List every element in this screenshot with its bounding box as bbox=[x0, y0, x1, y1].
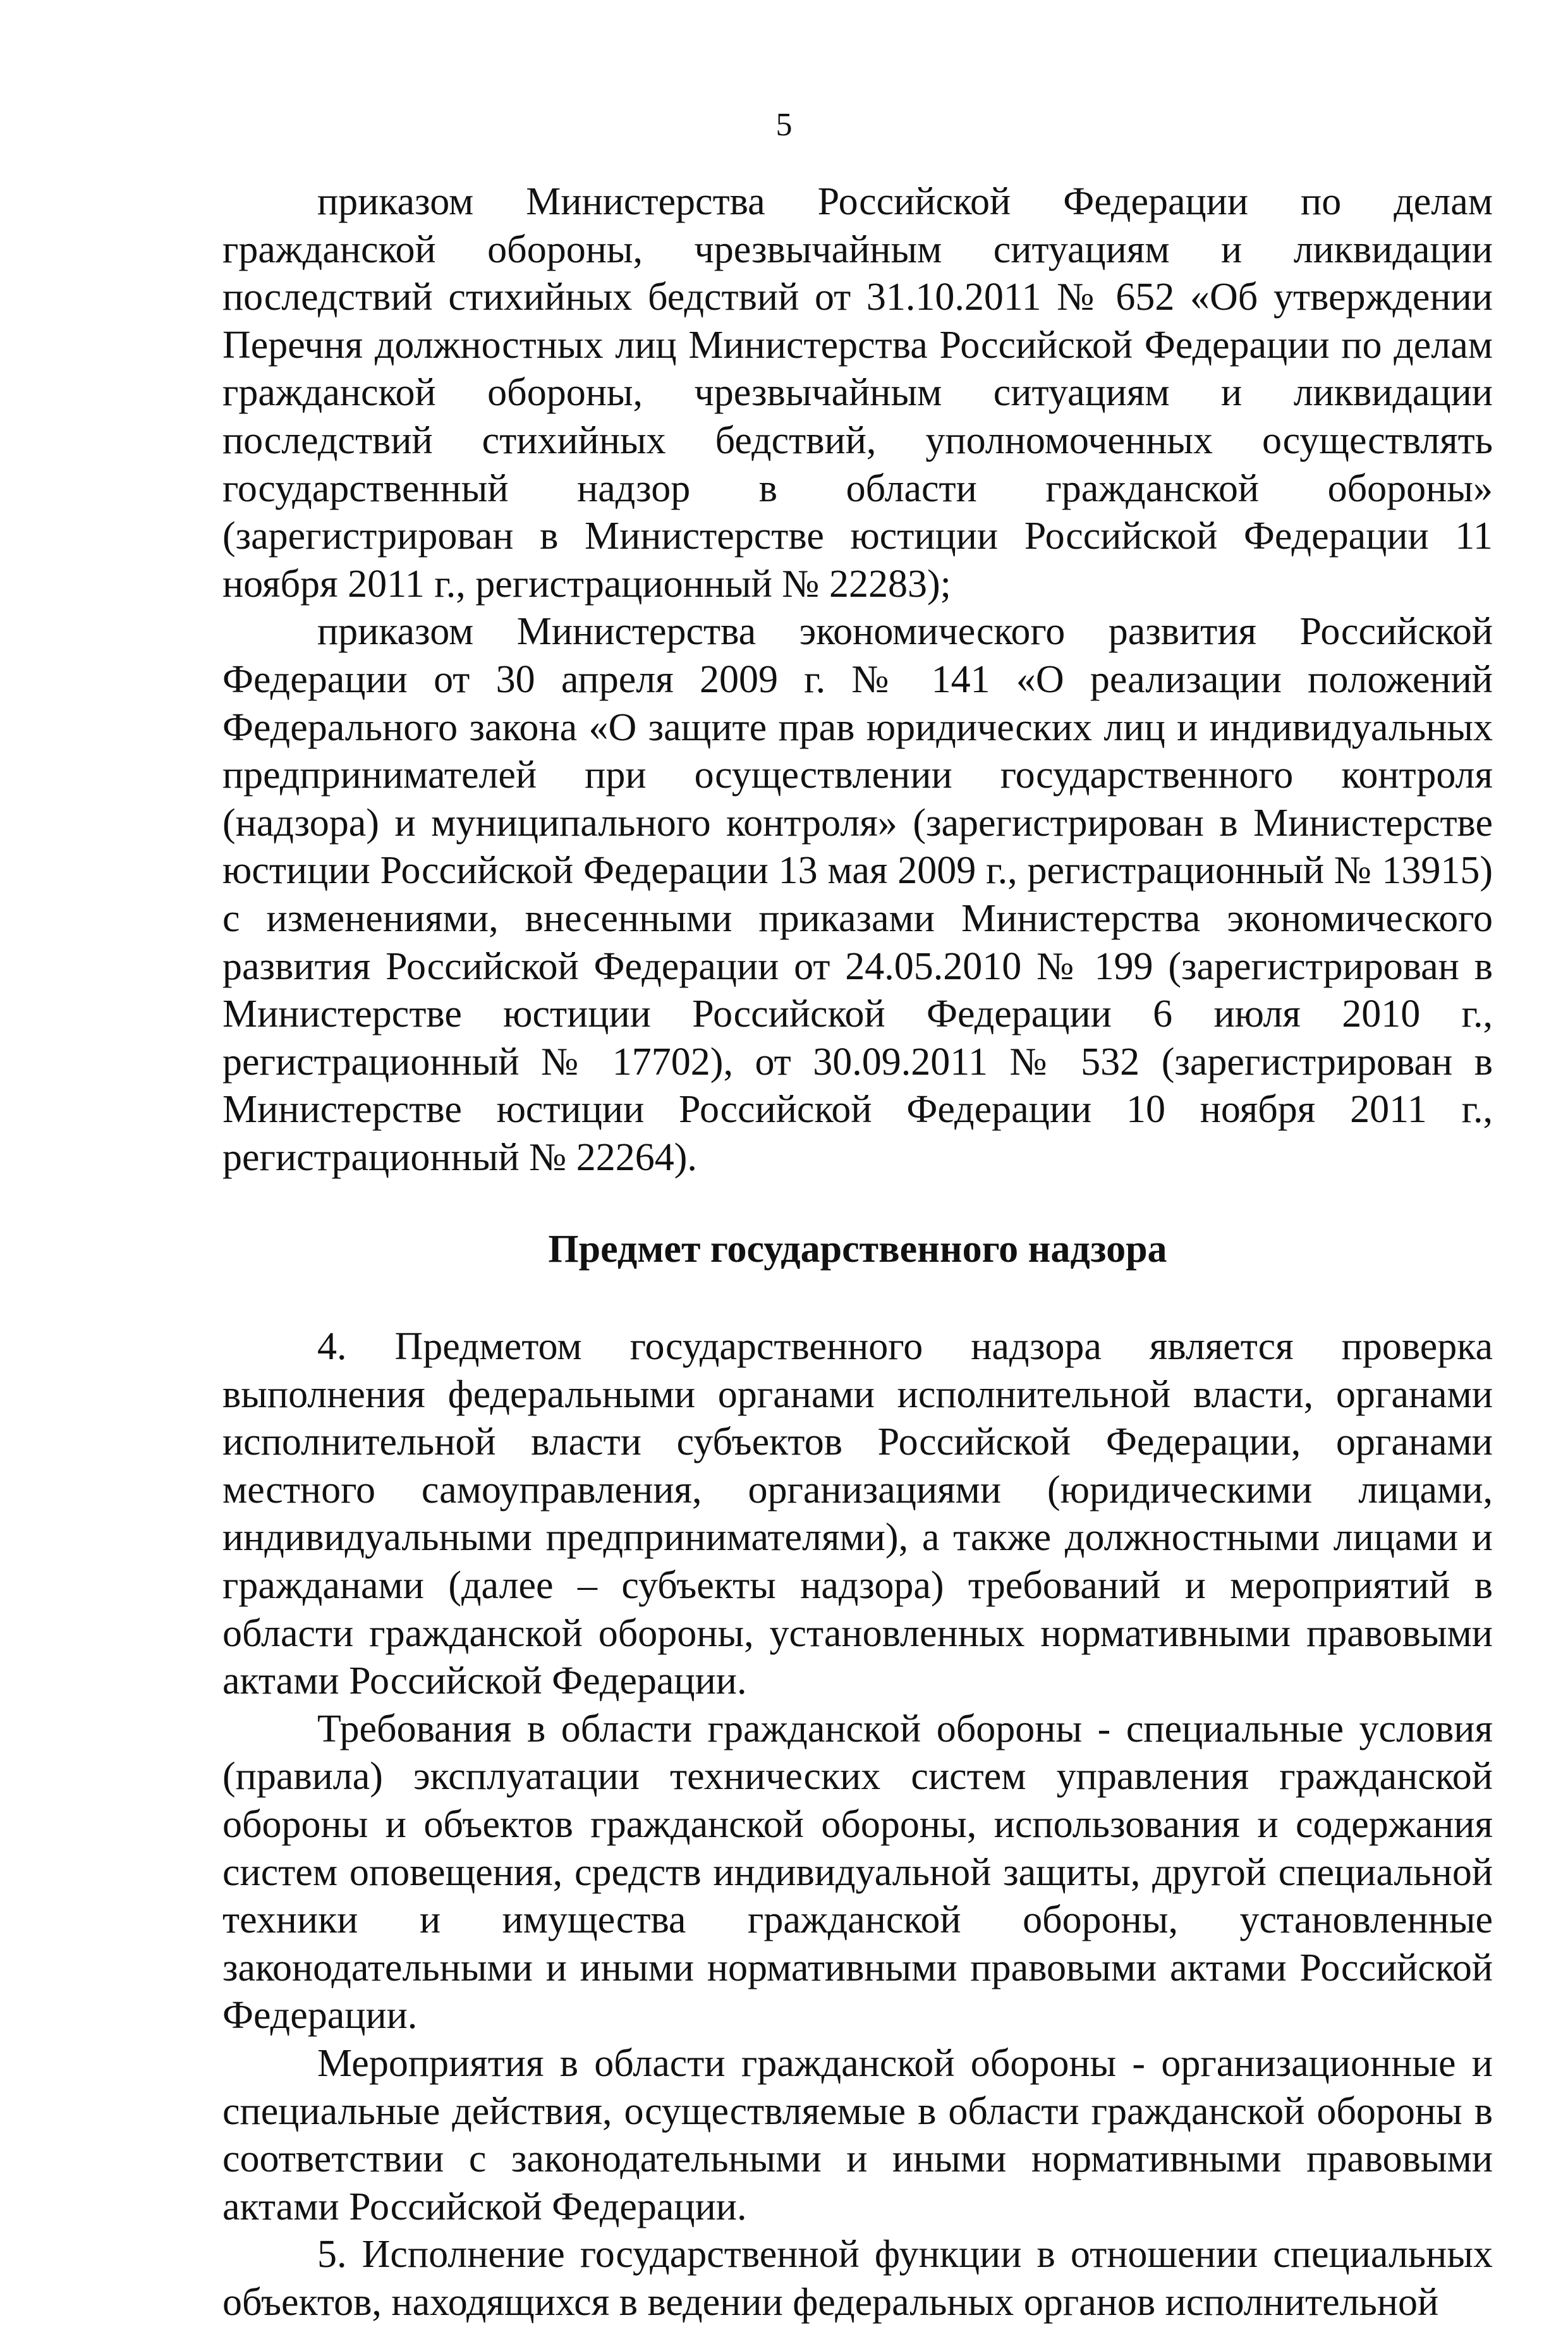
paragraph-order-mchs-652: приказом Министерства Российской Федерации по делам гражданской обороны, чрезвычайным ситуациям и ликвидации последствий стихийных бедствий от 31.10.2011 № 652 «Об утверждении Перечня должностных лиц Министерства Российской Федерации по делам гражданской обороны, чрезвычайным ситуациям и ликвидации последствий стихийных бедствий, уполномоченных осуществлять государственный надзор в области гражданской обороны» (зарегистрирован в Министерстве юстиции Российской Федерации 11 ноября 2011 г., регистрационный № 22283); bbox=[222, 180, 1493, 606]
paragraph-measures-definition: Мероприятия в области гражданской обороны - организационные и специальные действия, осуществляемые в области гражданской обороны в соответствии с законодательными и иными нормативными правовыми актами Российской Федерации. bbox=[222, 2041, 1493, 2228]
paragraph-item-4: 4. Предметом государственного надзора является проверка выполнения федеральными органами исполнительной власти, органами исполнительной власти субъектов Российской Федерации, органами местного самоуправления, организациями (юридическими лицами, индивидуальными предпринимателями), а также должностными лицами и гражданами (далее – субъекты надзора) требований и мероприятий в области гражданской обороны, установленных нормативными правовыми актами Российской Федерации. bbox=[222, 1325, 1493, 1703]
document-body bbox=[222, 178, 1493, 2327]
paragraph-item-5: 5. Исполнение государственной функции в отношении специальных объектов, находящихся в ведении федеральных органов исполнительной bbox=[222, 2233, 1493, 2324]
paragraph-order-economy-141: приказом Министерства экономического развития Российской Федерации от 30 апреля 2009 г. № 141 «О реализации положений Федерального закона «О защите прав юридических лиц и индивидуальных предпринимателей при осуществлении государственного контроля (надзора) и муниципального контроля» (зарегистрирован в Министерстве юстиции Российской Федерации 13 мая 2009 г., регистрационный № 13915) с изменениями, внесенными приказами Министерства экономического развития Российской Федерации от 24.05.2010 № 199 (зарегистрирован в Министерстве юстиции Российской Федерации 6 июля 2010 г., регистрационный № 17702), от 30.09.2011 № 532 (зарегистрирован в Министерстве юстиции Российской Федерации 10 ноября 2011 г., регистрационный № 22264). bbox=[222, 610, 1493, 1179]
paragraph-requirements-definition: Требования в области гражданской обороны - специальные условия (правила) эксплуатации технических систем управления гражданской обороны и объектов гражданской обороны, использования и содержания систем оповещения, средств индивидуальной защиты, другой специальной техники и имущества гражданской обороны, установленные законодательными и иными нормативными правовыми актами Российской Федерации. bbox=[222, 1707, 1493, 2037]
page-number: 5 bbox=[775, 107, 793, 143]
spacer bbox=[222, 1274, 1493, 1323]
section-heading: Предмет государственного надзора bbox=[548, 1228, 1167, 1271]
spacer bbox=[222, 1182, 1493, 1226]
